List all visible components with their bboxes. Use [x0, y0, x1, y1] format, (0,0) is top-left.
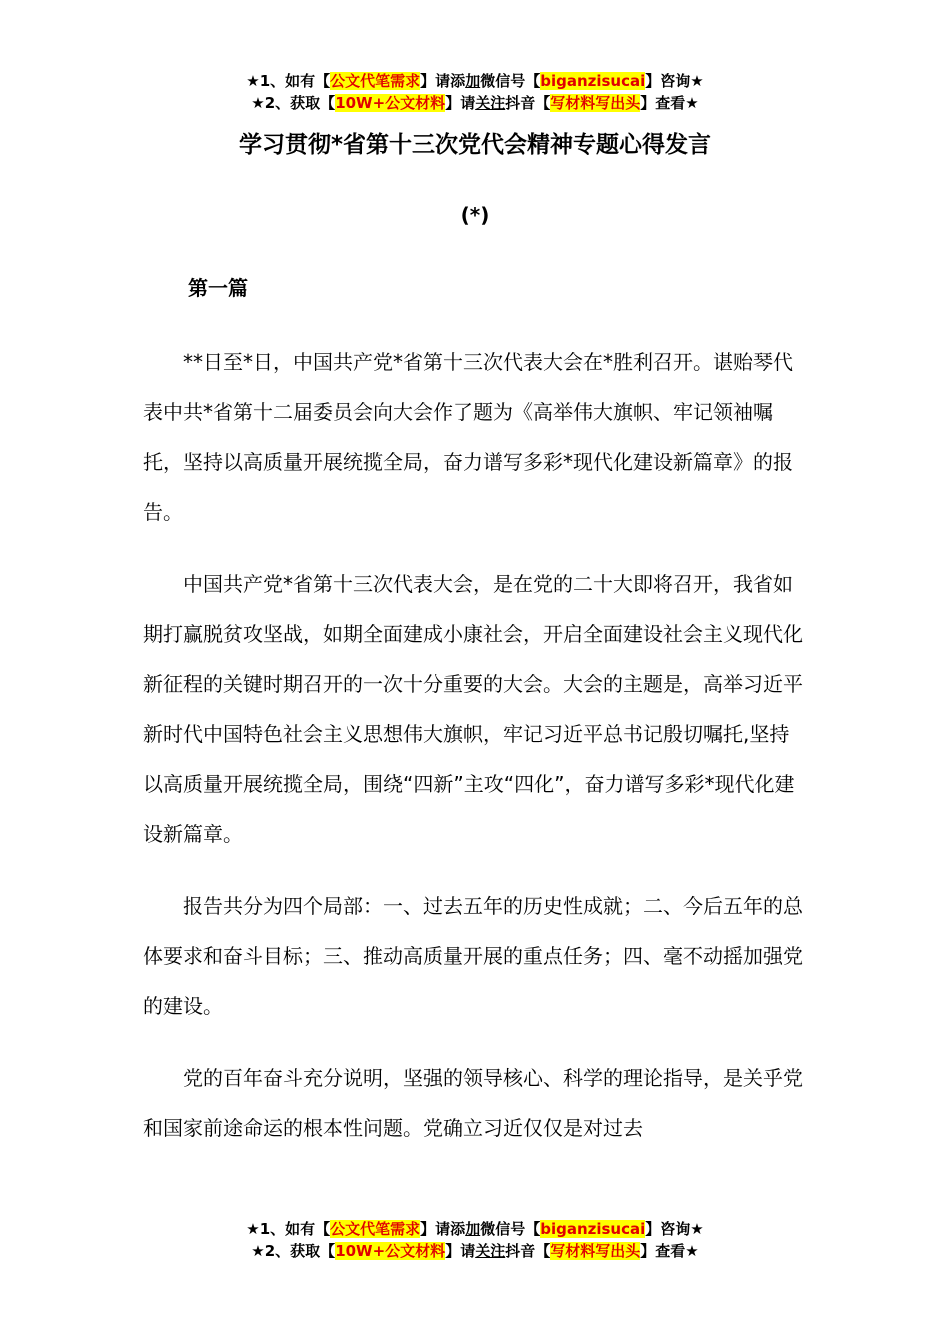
- banner-line-2: [0, 1240, 950, 1262]
- banner-underline: 关注: [475, 1242, 506, 1260]
- banner-text: 】咨询★: [645, 72, 704, 90]
- banner-text: ★1、如有【: [246, 1220, 331, 1238]
- banner-text: 】请添: [420, 1220, 466, 1238]
- paragraph-1: **日至*日，中国共产党*省第十三次代表大会在*胜利召开。谌贻琴代表中共*省第十二届委员会向大会作了题为《高举伟大旗帜、牢记领袖嘱托，坚持以高质量开展统揽全局，奋力谱写多彩*现代化建设新篇章》的报告。: [143, 350, 793, 524]
- banner-text: 】请添: [420, 72, 466, 90]
- paragraph-3: 报告共分为四个局部：一、过去五年的历史性成就；二、今后五年的总体要求和奋斗目标；三、推动高质量开展的重点任务；四、毫不动摇加强党的建设。: [143, 894, 803, 1018]
- banner-text: 】查看★: [640, 94, 699, 112]
- banner-highlight: 公文代笔需求: [330, 1220, 421, 1238]
- banner-text: ★2、获取【: [251, 94, 336, 112]
- section-heading: 第一篇: [188, 276, 248, 300]
- banner-highlight-douyin: 写材料写出头: [550, 1242, 641, 1260]
- banner-text: ★1、如有【: [246, 72, 331, 90]
- banner-highlight: 10W+公文材料: [335, 94, 446, 112]
- banner-highlight: 10W+公文材料: [335, 1242, 446, 1260]
- banner-text: 抖音【: [505, 94, 551, 112]
- banner-text: 微信号【: [480, 72, 541, 90]
- banner-text: 】请: [445, 1242, 476, 1260]
- banner-line-2: [0, 92, 950, 114]
- banner-line-1: [0, 70, 950, 92]
- banner-line-1: [0, 1218, 950, 1240]
- banner-underline: 加: [465, 72, 481, 90]
- banner-highlight-wechat: biganzisucai: [540, 1220, 646, 1238]
- banner-underline: 关注: [475, 94, 506, 112]
- banner-text: ★2、获取【: [251, 1242, 336, 1260]
- document-body: [143, 337, 807, 1175]
- banner-highlight: 公文代笔需求: [330, 72, 421, 90]
- banner-highlight-douyin: 写材料写出头: [550, 94, 641, 112]
- document-title: 学习贯彻*省第十三次党代会精神专题心得发言: [238, 132, 712, 158]
- banner-text: 】咨询★: [645, 1220, 704, 1238]
- banner-text: 】查看★: [640, 1242, 699, 1260]
- banner-text: 】请: [445, 94, 476, 112]
- banner-underline: 加: [465, 1220, 481, 1238]
- paragraph-4: 党的百年奋斗充分说明，坚强的领导核心、科学的理论指导，是关乎党和国家前途命运的根本性问题。党确立习近仅仅是对过去: [143, 1066, 803, 1140]
- document-subtitle: (*): [460, 203, 490, 227]
- banner-text: 抖音【: [505, 1242, 551, 1260]
- banner-highlight-wechat: biganzisucai: [540, 72, 646, 90]
- banner-text: 微信号【: [480, 1220, 541, 1238]
- footer-banner: [0, 1218, 950, 1262]
- paragraph-2: 中国共产党*省第十三次代表大会，是在党的二十大即将召开，我省如期打赢脱贫攻坚战，如期全面建成小康社会，开启全面建设社会主义现代化新征程的关键时期召开的一次十分重要的大会。大会的主题是，高举习近平新时代中国特色社会主义思想伟大旗帜，牢记习近平总书记殷切嘱托,坚持以高质量开展统揽全局，围绕“四新”主攻“四化”，奋力谱写多彩*现代化建设新篇章。: [143, 572, 803, 846]
- header-banner: [0, 70, 950, 114]
